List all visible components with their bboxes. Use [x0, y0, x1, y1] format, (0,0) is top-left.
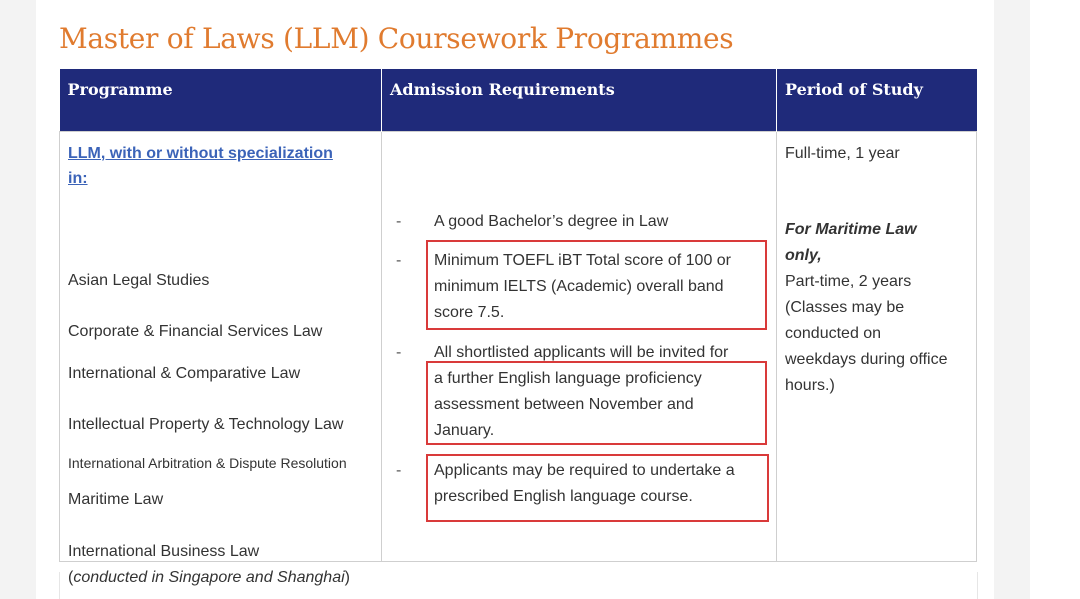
period-of-study-cell [777, 131, 977, 561]
programme-cell [60, 131, 382, 586]
ibl-note-text: conducted in Singapore and Shanghai [73, 568, 345, 586]
right-margin-strip [1030, 0, 1080, 599]
table-header-row [60, 69, 977, 131]
page-title: Master of Laws (LLM) Coursework Programmes [59, 22, 734, 55]
maritime-only-line2: only, [785, 246, 822, 264]
req-dash-1: - [396, 212, 402, 230]
requirement-english-score [434, 248, 764, 326]
period-maritime-block [785, 217, 965, 399]
part-time-line2: (Classes may be [785, 298, 905, 316]
part-time-line5: hours.) [785, 376, 835, 394]
specialization-link[interactable] [68, 141, 373, 191]
maritime-only-line1: For Maritime Law [785, 220, 917, 238]
req2-line3: score 7.5. [434, 303, 505, 321]
requirement-english-assessment [434, 340, 764, 444]
req2-line1: Minimum TOEFL iBT Total score of 100 or [434, 251, 732, 269]
header-period-of-study: Period of Study [777, 69, 977, 131]
req3-line2: a further English language proficiency [434, 369, 702, 387]
requirement-english-course [434, 458, 764, 510]
part-time-line3: conducted on [785, 324, 882, 342]
table-continuation [59, 572, 978, 599]
specialization-link-line1: LLM, with or without specialization [68, 144, 333, 162]
specialization-link-line2: in: [68, 169, 88, 187]
req3-line1: All shortlisted applicants will be invited for [434, 343, 729, 361]
admission-requirements-cell [382, 131, 777, 561]
req3-line3: assessment between November and [434, 395, 694, 413]
requirement-bachelor [434, 209, 764, 235]
part-time-line4: weekdays during office [785, 350, 948, 368]
programme-item-maritime: Maritime Law [68, 490, 164, 508]
part-time-line1: Part-time, 2 years [785, 272, 912, 290]
req-dash-2: - [396, 251, 402, 269]
programme-item-international-comparative: International & Comparative Law [68, 364, 301, 382]
programmes-table [59, 69, 977, 586]
programme-item-arbitration: International Arbitration & Dispute Resolution [68, 454, 347, 471]
req4-line1: Applicants may be required to undertake a [434, 461, 735, 479]
programme-item-corporate-financial: Corporate & Financial Services Law [68, 322, 323, 340]
req-dash-3: - [396, 343, 402, 361]
header-admission-requirements: Admission Requirements [382, 69, 777, 131]
programme-item-international-business: International Business Law [68, 542, 260, 560]
period-full-time: Full-time, 1 year [785, 144, 900, 162]
programme-item-ibl-note: (conducted in Singapore and Shanghai) [68, 568, 350, 586]
req3-line4: January. [434, 421, 495, 439]
header-programme: Programme [60, 69, 382, 131]
programme-item-ip-technology: Intellectual Property & Technology Law [68, 415, 344, 433]
table-row [60, 131, 977, 561]
requirement-bachelor-text: A good Bachelor’s degree in Law [434, 212, 669, 230]
req2-line2: minimum IELTS (Academic) overall band [434, 277, 724, 295]
req-dash-4: - [396, 461, 402, 479]
programme-item-asian-legal: Asian Legal Studies [68, 271, 210, 289]
req4-line2: prescribed English language course. [434, 487, 693, 505]
